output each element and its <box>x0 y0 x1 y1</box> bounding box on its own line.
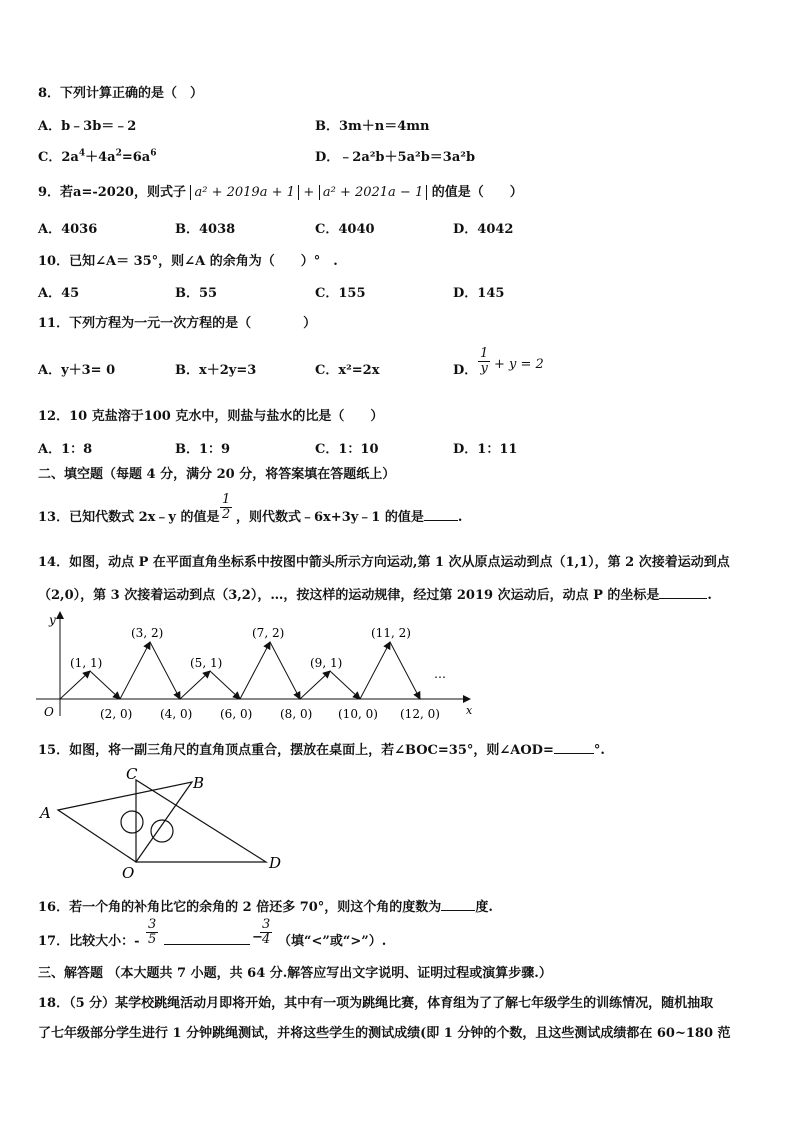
q18-line-1: 18．（5 分）某学校跳绳活动月即将开始，其中有一项为跳绳比赛，体育组为了了解七年级学生的训练情况，随机抽取 <box>38 996 714 1011</box>
segment-5 <box>180 671 210 699</box>
q17-numerator-2: 3 <box>262 917 271 932</box>
q14-line-2: （2,0），第 3 次接着运动到点（3,2），…，按这样的运动规律，经过第 2019 次运动后，动点 P 的坐标是 . <box>38 588 712 603</box>
q15-unit: °. <box>593 743 605 758</box>
point-o-label: O <box>122 864 135 882</box>
q14-answer-blank <box>659 598 707 599</box>
section-2-heading: 二、填空题（每题 4 分，满分 20 分，将答案填在答题纸上） <box>38 467 396 482</box>
q14-line-1: 14．如图，动点 P 在平面直角坐标系中按图中箭头所示方向运动,第 1 次从原点运动到点（1,1），第 2 次接着运动到点 <box>38 555 730 570</box>
q13-text-pre: 13．已知代数式 2x﹣y 的值是 <box>38 510 220 525</box>
q8-option-b: B．3m＋n＝4mn <box>315 119 430 134</box>
q15-answer-blank <box>554 753 594 754</box>
point-label-10: (10, 0) <box>338 707 378 721</box>
point-c-label: C <box>126 765 138 783</box>
q13-numerator: 1 <box>222 492 231 507</box>
point-label-8: (8, 0) <box>280 707 313 721</box>
q9-option-d: D．4042 <box>453 222 514 237</box>
q15-text <box>38 739 605 758</box>
point-label-3: (3, 2) <box>131 626 164 640</box>
point-label-7: (7, 2) <box>252 626 285 640</box>
triangle-aob <box>58 782 192 862</box>
q16-text <box>38 896 493 915</box>
q9-option-c: C．4040 <box>315 222 375 237</box>
point-label-5: (5, 1) <box>190 656 223 670</box>
q8-c-text-2: ＋4a <box>85 150 116 165</box>
q12-option-a: A．1：8 <box>38 442 93 457</box>
q8-c-text-1: C．2a <box>38 150 79 165</box>
q13-post-text: ，则代数式﹣6x+3y﹣1 的值是 <box>236 510 424 525</box>
segment-1 <box>60 671 90 699</box>
q9-stem-pre: 9．若a=-2020，则式子 <box>38 185 186 200</box>
q9-stem <box>38 181 523 200</box>
q11-option-b: B．x＋2y=3 <box>175 363 257 378</box>
q15-stem: 15．如图，将一副三角尺的直角顶点重合，摆放在桌面上，若∠BOC=35°，则∠AOD= <box>38 743 554 758</box>
q9-abs-expr-1: a² + 2019a + 1 <box>190 185 298 200</box>
q13-answer-blank <box>424 520 458 521</box>
q10-option-c: C．155 <box>315 286 366 301</box>
q13-text-post: ，则代数式﹣6x+3y﹣1 的值是 . <box>236 510 463 525</box>
q9-stem-post: 的值是（ ） <box>431 185 523 200</box>
q12-option-c: C．1：10 <box>315 442 379 457</box>
q17-denominator-1: 5 <box>148 932 157 947</box>
q11-option-d-fraction <box>478 347 490 376</box>
q8-c-exp-2: 2 <box>115 148 122 159</box>
q8-stem: 8．下列计算正确的是（ ） <box>38 86 204 101</box>
q10-option-d: D．145 <box>453 286 505 301</box>
segment-7 <box>240 642 270 699</box>
q12-option-b: B．1：9 <box>175 442 231 457</box>
segment-12 <box>390 642 420 699</box>
segment-3 <box>120 642 150 699</box>
segment-4 <box>150 642 180 699</box>
q17-text-pre: 17．比较大小：- <box>38 934 140 949</box>
q17-numerator-1: 3 <box>148 917 157 932</box>
q12-stem: 12．10 克盐溶于100 克水中，则盐与盐水的比是（ ） <box>38 409 384 424</box>
x-axis-label: x <box>466 704 473 717</box>
q8-option-c <box>38 146 156 165</box>
point-label-9: (9, 1) <box>310 656 343 670</box>
point-a-label: A <box>40 804 51 822</box>
q8-option-d: D．﹣2a²b＋5a²b＝3a²b <box>315 150 476 165</box>
q10-stem: 10．已知∠A＝ 35°，则∠A 的余角为（ ）° . <box>38 254 338 269</box>
point-label-12: (12, 0) <box>400 707 440 721</box>
segment-8 <box>270 642 300 699</box>
q9-option-b: B．4038 <box>175 222 236 237</box>
q8-option-a: A．b﹣3b＝﹣2 <box>38 119 137 134</box>
segment-6 <box>210 671 240 699</box>
q10-option-b: B．55 <box>175 286 218 301</box>
origin-label: O <box>44 705 54 719</box>
q11-stem: 11．下列方程为一元一次方程的是（ ） <box>38 316 317 331</box>
q8-c-text-3: =6a <box>121 150 151 165</box>
q17-fraction-2 <box>260 918 272 947</box>
q17-text-post: （填“<”或“>”）. <box>278 934 387 949</box>
point-d-label: D <box>269 854 282 872</box>
q16-answer-blank <box>441 910 475 911</box>
q9-plus: + <box>303 185 315 200</box>
point-label-11: (11, 2) <box>371 626 411 640</box>
q13-fraction <box>220 493 232 522</box>
q9-option-a: A．4036 <box>38 222 98 237</box>
q16-stem: 16．若一个角的补角比它的余角的 2 倍还多 70°，则这个角的度数为 <box>38 900 442 915</box>
continuation-ellipsis: … <box>434 667 446 681</box>
segment-11 <box>360 642 390 699</box>
point-label-6: (6, 0) <box>220 707 253 721</box>
point-b-label: B <box>193 774 205 792</box>
q17-minus: − <box>252 930 263 945</box>
q14-line-2-text: （2,0），第 3 次接着运动到点（3,2），…，按这样的运动规律，经过第 2019 次运动后，动点 P 的坐标是 <box>38 588 660 603</box>
q18-line-2: 了七年级部分学生进行 1 分钟跳绳测试，并将这些学生的测试成绩(即 1 分钟的个数，且这些测试成绩都在 60~180 范 <box>38 1026 731 1041</box>
q8-c-exp-3: 6 <box>150 148 157 159</box>
triangle-rulers-figure <box>36 762 298 882</box>
q11-option-c: C．x²=2x <box>315 363 380 378</box>
q8-c-exp-1: 4 <box>78 148 86 159</box>
segment-9 <box>300 671 330 699</box>
triangle-hole-1 <box>121 811 143 833</box>
segment-10 <box>330 671 360 699</box>
motion-path <box>60 642 420 699</box>
motion-graph <box>36 608 480 722</box>
q13-denominator: 2 <box>222 507 231 522</box>
q10-option-a: A．45 <box>38 286 80 301</box>
q11-d-numerator: 1 <box>480 346 489 361</box>
q17-answer-blank <box>164 930 250 945</box>
q11-option-d-rest: + y = 2 <box>494 357 544 372</box>
point-label-4: (4, 0) <box>160 707 193 721</box>
section-3-heading: 三、解答题 （本大题共 7 小题，共 64 分.解答应写出文字说明、证明过程或演算步骤.） <box>38 966 552 981</box>
triangle-ocd <box>136 780 266 862</box>
q9-abs-expr-2: a² + 2021a − 1 <box>319 185 427 200</box>
point-label-2: (2, 0) <box>100 707 133 721</box>
triangle-hole-2 <box>151 820 173 842</box>
q11-option-d-label: D． <box>453 363 478 378</box>
point-label-1: (1, 1) <box>70 656 103 670</box>
y-axis-label: y <box>49 613 56 627</box>
q11-option-a: A．y＋3= 0 <box>38 363 116 378</box>
q12-option-d: D．1：11 <box>453 442 518 457</box>
q16-unit: 度. <box>475 900 493 915</box>
q11-d-denominator: y <box>480 361 488 376</box>
q17-fraction-1 <box>146 918 158 947</box>
q17-denominator-2: 4 <box>262 932 271 947</box>
segment-2 <box>90 671 120 699</box>
